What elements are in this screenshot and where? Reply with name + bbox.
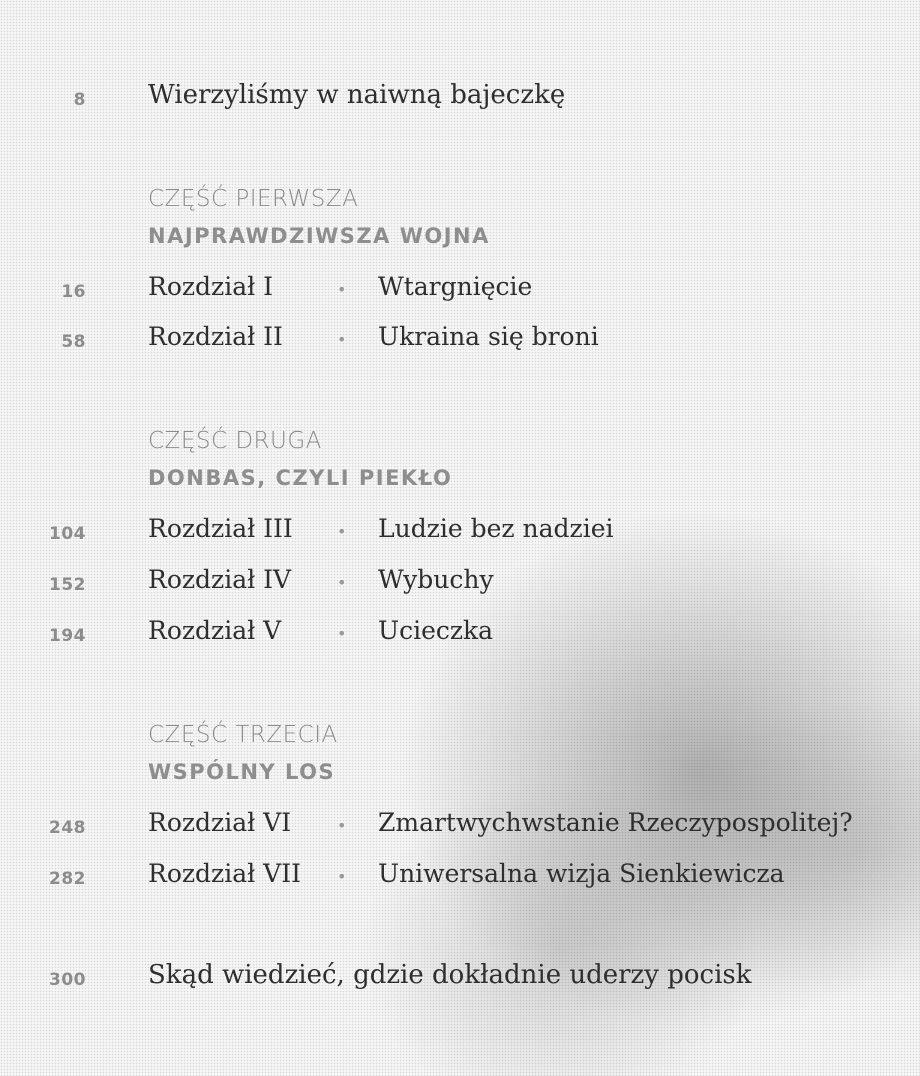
page-number: 282 (49, 869, 86, 889)
chapter-title: Ludzie bez nadziei (378, 514, 614, 543)
chapter-label: Rozdział VII (148, 859, 301, 888)
page-number: 16 (61, 282, 86, 302)
separator-dot: • (337, 330, 347, 349)
page-number: 194 (49, 626, 86, 646)
page-number: 248 (49, 818, 86, 838)
chapter-label: Rozdział I (148, 272, 274, 301)
chapter-label: Rozdział VI (148, 808, 292, 837)
part-title: NAJPRAWDZIWSZA WOJNA (148, 224, 490, 248)
page-number: 300 (49, 970, 86, 990)
separator-dot: • (337, 280, 347, 299)
part-label: CZĘŚĆ PIERWSZA (148, 186, 359, 212)
chapter-title: Uniwersalna wizja Sienkiewicza (378, 859, 785, 888)
chapter-title: Wtargnięcie (378, 272, 533, 301)
chapter-title: Zmartwychwstanie Rzeczypospolitej? (378, 808, 853, 837)
separator-dot: • (337, 522, 347, 541)
part-title: DONBAS, CZYLI PIEKŁO (148, 466, 453, 490)
chapter-label: Rozdział III (148, 514, 293, 543)
entry-title: Wierzyliśmy w naiwną bajeczkę (148, 80, 566, 110)
part-label: CZĘŚĆ TRZECIA (148, 722, 338, 748)
separator-dot: • (337, 867, 347, 886)
page-number: 152 (49, 575, 86, 595)
part-title: WSPÓLNY LOS (148, 760, 336, 784)
page-number: 8 (73, 90, 86, 110)
separator-dot: • (337, 573, 347, 592)
chapter-label: Rozdział V (148, 616, 282, 645)
page-number: 58 (61, 332, 86, 352)
separator-dot: • (337, 624, 347, 643)
entry-title: Skąd wiedzieć, gdzie dokładnie uderzy pocisk (148, 960, 752, 990)
chapter-title: Wybuchy (378, 565, 494, 594)
chapter-label: Rozdział IV (148, 565, 292, 594)
separator-dot: • (337, 816, 347, 835)
page-number: 104 (49, 524, 86, 544)
part-label: CZĘŚĆ DRUGA (148, 428, 322, 454)
chapter-label: Rozdział II (148, 322, 283, 351)
chapter-title: Ucieczka (378, 616, 494, 645)
chapter-title: Ukraina się broni (378, 322, 599, 351)
